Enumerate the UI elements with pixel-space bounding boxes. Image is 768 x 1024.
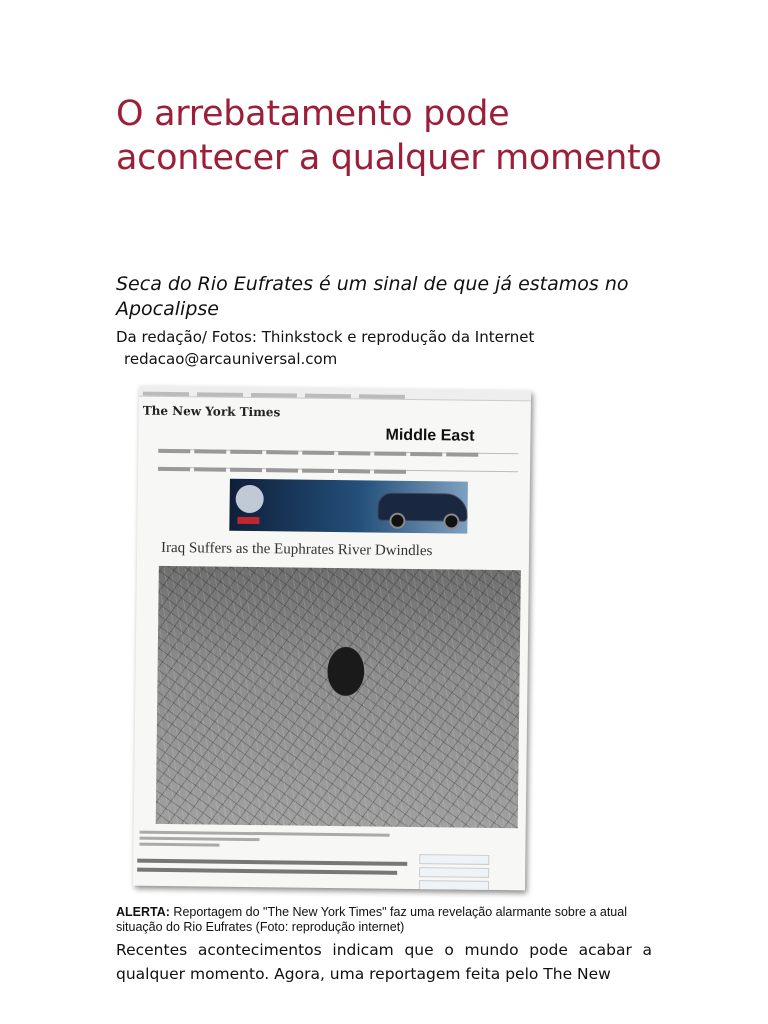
ad-moon-graphic: [236, 485, 264, 513]
author-email[interactable]: redacao@arcauniversal.com: [124, 350, 338, 368]
article-title: O arrebatamento pode acontecer a qualquer momento: [116, 94, 662, 178]
car-wheel: [443, 513, 459, 529]
car-wheel: [389, 513, 405, 529]
nyt-logo: The New York Times: [142, 403, 281, 420]
credits: [116, 326, 676, 370]
section-title: Middle East: [385, 426, 475, 445]
clipping-body-lines: [137, 854, 417, 880]
share-tools: [419, 851, 490, 890]
ad-tag: [237, 517, 259, 524]
dry-riverbed-photo: [156, 566, 521, 828]
clipping-headline: Iraq Suffers as the Euphrates River Dwindles: [160, 539, 433, 560]
image-caption: [116, 905, 676, 935]
nav-row-regions: [158, 458, 518, 472]
photo-caption-lines: [139, 828, 399, 852]
article-subtitle: Seca do Rio Eufrates é um sinal de que já estamos no Apocalipse: [116, 273, 629, 320]
caption-text: Reportagem do "The New York Times" faz uma revelação alarmante sobre a atual situação do Rio Eufrates (Foto: reprodução internet): [116, 905, 627, 934]
byline: Da redação/ Fotos: Thinkstock e reprodução da Internet: [116, 328, 535, 346]
car-advertisement: [229, 479, 468, 534]
browser-topbar: [139, 386, 531, 402]
article-body: Recentes acontecimentos indicam que o mundo pode acabar a qualquer momento. Agora, uma reportagem feita pelo The New: [116, 941, 652, 983]
caption-label: ALERTA:: [116, 905, 170, 919]
newspaper-screenshot: [133, 386, 531, 891]
